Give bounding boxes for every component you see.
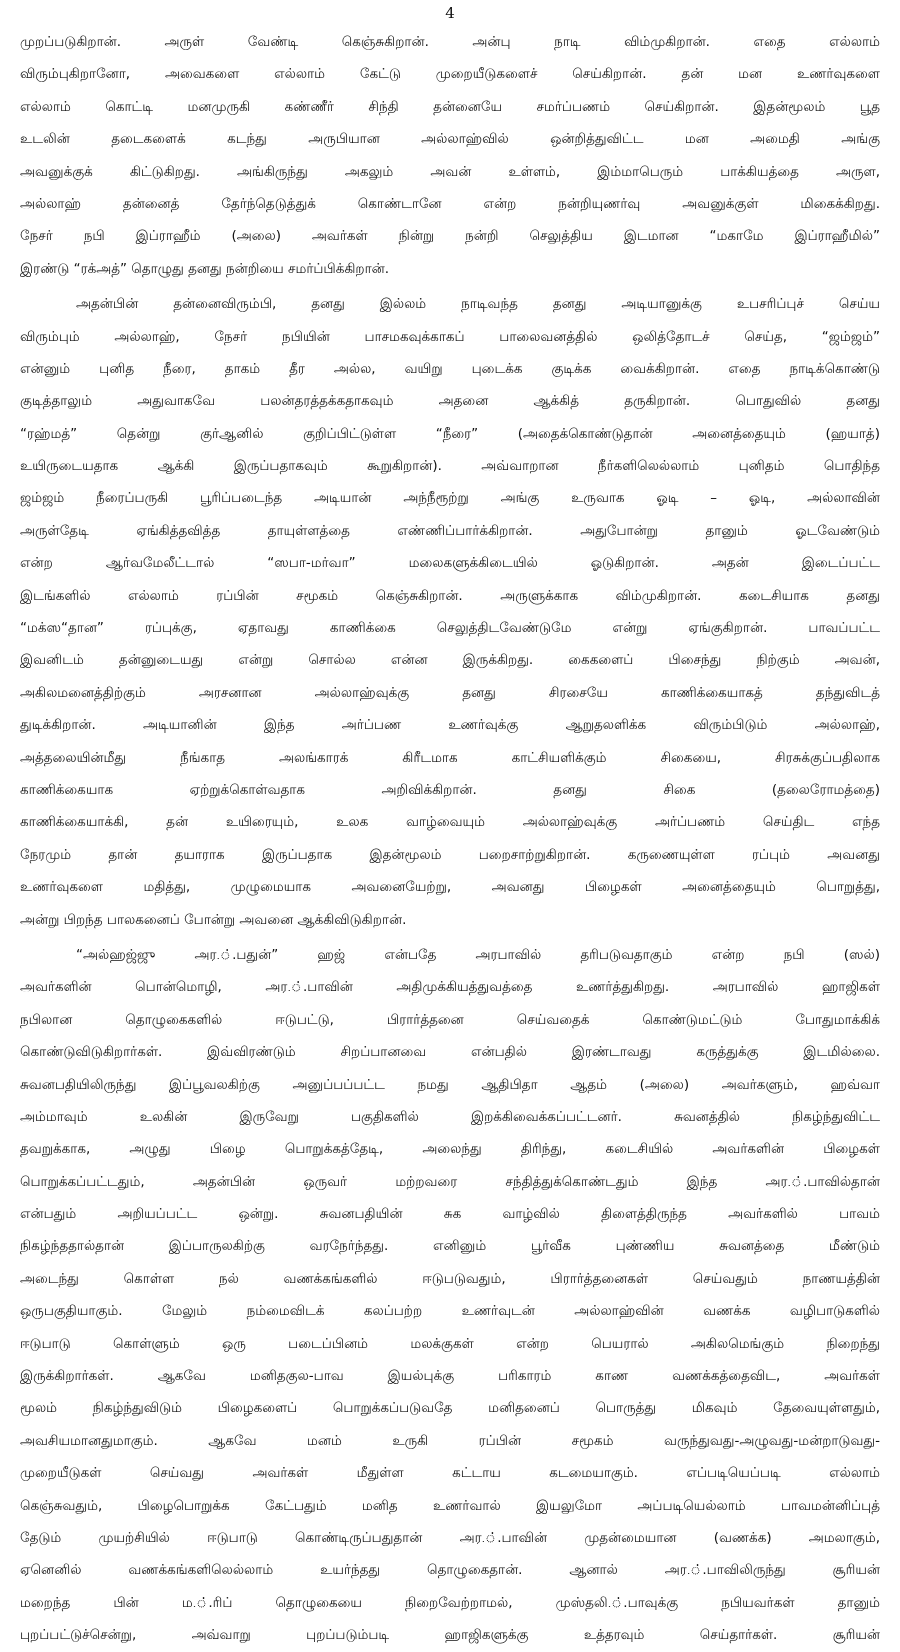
text-line: என்னும் புனித நீரை, தாகம் தீர அல்ல, வயிறு புடைக்க குடிக்க வைக்கிறான். எதை நாடிக்கொண்டு	[20, 360, 880, 377]
text-line: கொண்டுவிடுகிறார்கள். இவ்விரண்டும் சிறப்பானவை என்பதில் இரண்டாவது கருத்துக்கு இடமில்லை.	[20, 1044, 880, 1061]
text-line: ஏனெனில் வணக்கங்களிலெல்லாம் உயர்ந்தது தொழுகைதான். ஆனால் அர.்.பாவிலிருந்து சூரியன்	[20, 1562, 880, 1579]
text-line: துடிக்கிறான். அடியானின் இந்த அர்ப்பண உணர்வுக்கு ஆறுதலளிக்க விரும்பிடும் அல்லாஹ்,	[20, 717, 880, 734]
text-line: நேரமும் தான் தயாராக இருப்பதாக இதன்மூலம் பறைசாற்றுகிறான். கருணையுள்ள ரப்பும் அவனது	[20, 846, 880, 863]
text-line: நபிலான தொழுகைகளில் ஈடுபட்டு, பிரார்த்தனை செய்வதைக் கொண்டுமட்டும் போதுமாக்கிக்	[20, 1011, 880, 1028]
text-line: காணிக்கையாக ஏற்றுக்கொள்வதாக அறிவிக்கிறான். தனது சிகை (தலைரோமத்தை)	[20, 781, 880, 798]
text-line: “அல்ஹஜ்ஜு அர.்.பதுன்” ஹஜ் என்பதே அரபாவில் தரிபடுவதாகும் என்ற நபி (ஸல்)	[76, 946, 880, 963]
text-line: விரும்பும் அல்லாஹ், நேசர் நபியின் பாசமகவுக்காகப் பாலைவனத்தில் ஒலித்தோடச் செய்த, “ஜம்ஜம்”	[20, 328, 880, 345]
text-line: அவர்களின் பொன்மொழி, அர.்.பாவின் அதிமுக்கியத்துவத்தை உணர்த்துகிறது. அரபாவில் ஹாஜிகள்	[20, 979, 880, 996]
text-line: தவறுக்காக, அழுது பிழை பொறுக்கத்தேடி, அலைந்து திரிந்து, கடைசியில் அவர்களின் பிழைகள்	[20, 1141, 880, 1158]
text-line: அன்று பிறந்த பாலகனைப் போன்று அவனை ஆக்கிவிடுகிறான்.	[20, 911, 407, 928]
text-line: அல்லாஹ் தன்னைத் தேர்ந்தெடுத்துக் கொண்டானே என்ற நன்றியுணர்வு அவனுக்குள் மிகைக்கிறது.	[20, 195, 880, 212]
text-line: ஈடுபாடு கொள்ளும் ஒரு படைப்பினம் மலக்குகள் என்ற பெயரால் அகிலமெங்கும் நிறைந்து	[20, 1335, 880, 1352]
text-line: இருக்கிறார்கள். ஆகவே மனிதகுல-பாவ இயல்புக்கு பரிகாரம் காண வணக்கத்தைவிட, அவர்கள்	[20, 1368, 880, 1385]
document-body	[20, 26, 880, 1652]
text-line: விரும்புகிறானோ, அவைகளை எல்லாம் கேட்டு முறையீடுகளைச் செய்கிறான். தன் மன உணர்வுகளை	[20, 66, 880, 83]
text-line: அத்தலையின்மீது நீங்காத அலங்காரக் கிரீடமாக காட்சியளிக்கும் சிகையை, சிரசுக்குப்பதிலாக	[20, 749, 880, 766]
text-line: கெஞ்சுவதும், பிழைபொறுக்க கேட்பதும் மனித உணர்வால் இயலுமோ அப்படியெல்லாம் பாவமன்னிப்புத்	[20, 1497, 880, 1514]
text-line: முறையீடுகள் செய்வது அவர்கள் மீதுள்ள கட்டாய கடமையாகும். எப்படியெப்படி எல்லாம்	[20, 1465, 880, 1482]
text-line: அவனுக்குக் கிட்டுகிறது. அங்கிருந்து அகலும் அவன் உள்ளம், இம்மாபெரும் பாக்கியத்தை அருள,	[20, 163, 880, 180]
text-line: அம்மாவும் உலகின் இருவேறு பகுதிகளில் இறக்கிவைக்கப்பட்டனர். சுவனத்தில் நிகழ்ந்துவிட்ட	[20, 1108, 880, 1125]
text-line: நேசர் நபி இப்ராஹீம் (அலை) அவர்கள் நின்று நன்றி செலுத்திய இடமான “மகாமே இப்ராஹீமில்”	[20, 228, 880, 245]
text-line: மறைந்த பின் ம.்.ரிப் தொழுகையை நிறைவேற்றாமல், முஸ்தலி.்.பாவுக்கு நபியவர்கள் தானும்	[20, 1594, 880, 1611]
text-line: குடித்தாலும் அதுவாகவே பலன்தரத்தக்கதாகவும் அதனை ஆக்கித் தருகிறான். பொதுவில் தனது	[20, 393, 880, 410]
text-line: எல்லாம் கொட்டி மனமுருகி கண்ணீர் சிந்தி தன்னையே சமர்ப்பணம் செய்கிறான். இதன்மூலம் பூத	[20, 98, 880, 115]
text-line: அகிலமனைத்திற்கும் அரசனான அல்லாஹ்வுக்கு தனது சிரசையே காணிக்கையாகத் தந்துவிடத்	[20, 684, 880, 701]
text-line: அவசியமானதுமாகும். ஆகவே மனம் உருகி ரப்பின் சமூகம் வருந்துவது-அழுவது-மன்றாடுவது-	[20, 1432, 880, 1449]
text-line: என்பதும் அறியப்பட்ட ஒன்று. சுவனபதியின் சுக வாழ்வில் திளைத்திருந்த அவர்களில் பாவம்	[20, 1206, 880, 1223]
paragraph	[20, 939, 880, 1652]
text-line: அருள்தேடி ஏங்கித்தவித்த தாயுள்ளத்தை எண்ணிப்பார்க்கிறான். அதுபோன்று தானும் ஓடவேண்டும்	[20, 522, 880, 539]
text-line: உணர்வுகளை மதித்து, முழுமையாக அவனையேற்று, அவனது பிழைகள் அனைத்தையும் பொறுத்து,	[20, 879, 880, 896]
text-line: நிகழ்ந்ததால்தான் இப்பாருலகிற்கு வரநேர்ந்தது. எனினும் பூர்வீக புண்ணிய சுவனத்தை மீண்டும்	[20, 1238, 880, 1255]
text-line: இரண்டு “ரக்அத்” தொழுது தனது நன்றியை சமர்ப்பிக்கிறான்.	[20, 260, 390, 277]
text-line: இடங்களில் எல்லாம் ரப்பின் சமூகம் கெஞ்சுகிறான். அருளுக்காக விம்முகிறான். கடைசியாக தனது	[20, 587, 880, 604]
text-line: அதன்பின் தன்னைவிரும்பி, தனது இல்லம் நாடிவந்த தனது அடியானுக்கு உபசரிப்புச் செய்ய	[76, 296, 880, 313]
paragraph	[20, 26, 880, 285]
text-line: அடைந்து கொள்ள நல் வணக்கங்களில் ஈடுபடுவதும், பிரார்த்தனைகள் செய்வதும் நாணயத்தின்	[20, 1270, 880, 1287]
text-line: உயிருடையதாக ஆக்கி இருப்பதாகவும் கூறுகிறான்). அவ்வாறான நீர்களிலெல்லாம் புனிதம் பொதிந்த	[20, 458, 880, 475]
text-line: காணிக்கையாக்கி, தன் உயிரையும், உலக வாழ்வையும் அல்லாஹ்வுக்கு அர்ப்பணம் செய்திட எந்த	[20, 814, 880, 831]
text-line: “ரஹ்மத்” தென்று குர்ஆனில் குறிப்பிட்டுள்ள “நீரை” (அதைக்கொண்டுதான் அனைத்தையும் (ஹயாத்)	[20, 425, 880, 442]
text-line: என்ற ஆர்வமேலீட்டால் “ஸபா-மர்வா” மலைகளுக்கிடையில் ஓடுகிறான். அதன் இடைப்பட்ட	[20, 555, 880, 572]
text-line: மூலம் நிகழ்ந்துவிடும் பிழைகளைப் பொறுக்கப்படுவதே மனிதனைப் பொருத்து மிகவும் தேவையுள்ளதும்,	[20, 1400, 880, 1417]
text-line: பொறுக்கப்பட்டதும், அதன்பின் ஒருவர் மற்றவரை சந்தித்துக்கொண்டதும் இந்த அர.்.பாவில்தான்	[20, 1173, 880, 1190]
text-line: ஒருபகுதியாகும். மேலும் நம்மைவிடக் கலப்பற்ற உணர்வுடன் அல்லாஹ்வின் வணக்க வழிபாடுகளில்	[20, 1303, 880, 1320]
text-line: இவனிடம் தன்னுடையது என்று சொல்ல என்ன இருக்கிறது. கைகளைப் பிசைந்து நிற்கும் அவன்,	[20, 652, 880, 669]
text-line: முறப்படுகிறான். அருள் வேண்டி கெஞ்சுகிறான். அன்பு நாடி விம்முகிறான். எதை எல்லாம்	[20, 34, 880, 50]
text-line: சுவனபதியிலிருந்து இப்பூவலகிற்கு அனுப்பப்பட்ட நமது ஆதிபிதா ஆதம் (அலை) அவர்களும், ஹவ்வா	[20, 1076, 880, 1093]
text-line: ஜம்ஜம் நீரைப்பருகி பூரிப்படைந்த அடியான் அந்நீரூற்று அங்கு உருவாக ஓடி – ஓடி, அல்லாவின்	[20, 490, 880, 507]
text-line: “மக்ஸ“தான” ரப்புக்கு, ஏதாவது காணிக்கை செலுத்திடவேண்டுமே என்று ஏங்குகிறான். பாவப்பட்ட	[20, 620, 880, 637]
text-line: தேடும் முயற்சியில் ஈடுபாடு கொண்டிருப்பதுதான் அர.்.பாவின் முதன்மையான (வணக்க) அமலாகும்,	[20, 1529, 880, 1546]
text-line: உடலின் தடைகளைக் கடந்து அருபியான அல்லாஹ்வில் ஒன்றித்துவிட்ட மன அமைதி அங்கு	[20, 131, 880, 148]
text-line: புறப்பட்டுச்சென்று, அவ்வாறு புறப்படும்படி ஹாஜிகளுக்கு உத்தரவும் செய்தார்கள். சூரியன்	[20, 1627, 880, 1644]
page-number: 4	[445, 4, 455, 22]
paragraph	[20, 288, 880, 936]
